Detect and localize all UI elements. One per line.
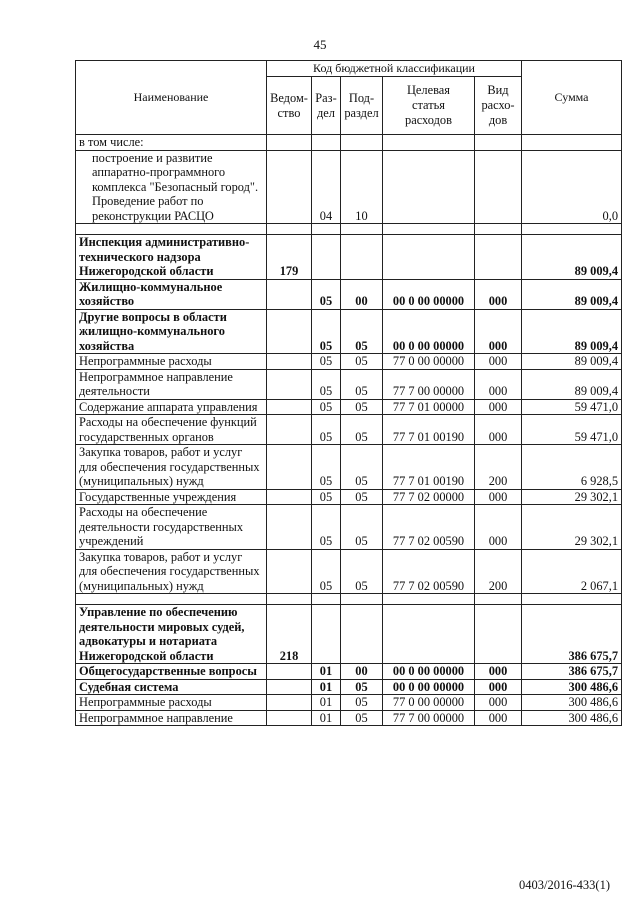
row-celevaya: 00 0 00 00000 bbox=[383, 309, 475, 354]
row-name: Государственные учреждения bbox=[76, 489, 267, 505]
row-celevaya: 77 7 00 00000 bbox=[383, 369, 475, 399]
spacer-row bbox=[76, 224, 622, 235]
row-podrazdel: 05 bbox=[341, 354, 383, 370]
table-row bbox=[76, 369, 622, 399]
row-podrazdel: 05 bbox=[341, 710, 383, 726]
table-row bbox=[76, 235, 622, 280]
row-razdel: 05 bbox=[312, 354, 341, 370]
row-vedomstvo bbox=[267, 445, 312, 490]
row-razdel: 05 bbox=[312, 445, 341, 490]
row-vid: 000 bbox=[475, 354, 522, 370]
table-row bbox=[76, 309, 622, 354]
table-row bbox=[76, 505, 622, 550]
header-vedomstvo-line1: Ведом- bbox=[270, 90, 308, 105]
spacer-cell bbox=[76, 224, 267, 235]
row-name: Закупка товаров, работ и услуг для обеспечения государственных (муниципальных) нужд bbox=[76, 549, 267, 594]
header-code-group: Код бюджетной классификации bbox=[267, 61, 522, 77]
row-vedomstvo: 179 bbox=[267, 235, 312, 280]
row-vedomstvo bbox=[267, 150, 312, 224]
header-celevaya-line2: статья bbox=[411, 98, 445, 112]
row-name: Инспекция административно-технического надзора Нижегородской области bbox=[76, 235, 267, 280]
header-podrazdel-line1: Под- bbox=[348, 90, 375, 105]
row-vid: 000 bbox=[475, 279, 522, 309]
row-razdel bbox=[312, 135, 341, 151]
row-name: построение и развитие аппаратно-программного комплекса "Безопасный город". Проведение работ по реконструкции РАСЦО bbox=[76, 150, 267, 224]
row-celevaya: 77 0 00 00000 bbox=[383, 695, 475, 711]
row-sum: 89 009,4 bbox=[522, 279, 622, 309]
row-celevaya: 77 7 01 00190 bbox=[383, 445, 475, 490]
row-podrazdel: 05 bbox=[341, 505, 383, 550]
row-razdel: 01 bbox=[312, 679, 341, 695]
row-name: Жилищно-коммунальное хозяйство bbox=[76, 279, 267, 309]
header-sum: Сумма bbox=[522, 61, 622, 135]
spacer-cell bbox=[383, 594, 475, 605]
spacer-cell bbox=[522, 594, 622, 605]
row-vid: 000 bbox=[475, 664, 522, 680]
header-razdel-line2: дел bbox=[317, 105, 335, 120]
row-razdel: 01 bbox=[312, 710, 341, 726]
table-row bbox=[76, 679, 622, 695]
row-podrazdel: 05 bbox=[341, 679, 383, 695]
row-razdel: 04 bbox=[312, 150, 341, 224]
row-razdel: 05 bbox=[312, 399, 341, 415]
row-razdel: 05 bbox=[312, 549, 341, 594]
row-podrazdel: 00 bbox=[341, 664, 383, 680]
row-razdel: 05 bbox=[312, 489, 341, 505]
row-sum: 0,0 bbox=[522, 150, 622, 224]
row-vedomstvo bbox=[267, 549, 312, 594]
row-vedomstvo bbox=[267, 399, 312, 415]
header-podrazdel bbox=[341, 77, 383, 135]
row-vedomstvo bbox=[267, 309, 312, 354]
spacer-cell bbox=[341, 224, 383, 235]
header-vedomstvo-line2: ство bbox=[277, 105, 301, 120]
row-podrazdel: 05 bbox=[341, 489, 383, 505]
row-vedomstvo bbox=[267, 710, 312, 726]
table-row bbox=[76, 695, 622, 711]
table-row bbox=[76, 150, 622, 224]
row-sum: 59 471,0 bbox=[522, 415, 622, 445]
row-sum: 59 471,0 bbox=[522, 399, 622, 415]
row-vedomstvo bbox=[267, 695, 312, 711]
row-sum: 300 486,6 bbox=[522, 679, 622, 695]
row-vid: 000 bbox=[475, 399, 522, 415]
row-name: Расходы на обеспечение функций государственных органов bbox=[76, 415, 267, 445]
row-razdel: 05 bbox=[312, 279, 341, 309]
row-vid bbox=[475, 150, 522, 224]
row-celevaya: 77 7 00 00000 bbox=[383, 710, 475, 726]
row-celevaya bbox=[383, 605, 475, 664]
header-razdel bbox=[312, 77, 341, 135]
row-name: в том числе: bbox=[76, 135, 267, 151]
row-vedomstvo bbox=[267, 279, 312, 309]
row-podrazdel: 05 bbox=[341, 695, 383, 711]
row-name: Судебная система bbox=[76, 679, 267, 695]
header-celevaya-line3: расходов bbox=[405, 113, 452, 127]
header-razdel-line1: Раз- bbox=[315, 90, 337, 105]
row-vedomstvo bbox=[267, 489, 312, 505]
row-sum: 2 067,1 bbox=[522, 549, 622, 594]
spacer-cell bbox=[383, 224, 475, 235]
spacer-cell bbox=[312, 594, 341, 605]
document-code: 0403/2016-433(1) bbox=[519, 878, 610, 892]
row-vid: 200 bbox=[475, 445, 522, 490]
row-vid: 000 bbox=[475, 695, 522, 711]
row-razdel bbox=[312, 605, 341, 664]
row-podrazdel: 05 bbox=[341, 399, 383, 415]
table-row bbox=[76, 354, 622, 370]
row-celevaya: 77 0 00 00000 bbox=[383, 354, 475, 370]
table-row bbox=[76, 279, 622, 309]
row-sum: 386 675,7 bbox=[522, 664, 622, 680]
row-celevaya bbox=[383, 135, 475, 151]
row-celevaya bbox=[383, 235, 475, 280]
row-vid: 000 bbox=[475, 505, 522, 550]
row-razdel bbox=[312, 235, 341, 280]
row-vedomstvo bbox=[267, 354, 312, 370]
row-vedomstvo bbox=[267, 664, 312, 680]
row-name: Непрограммное направление деятельности bbox=[76, 369, 267, 399]
header-vid bbox=[475, 77, 522, 135]
budget-table bbox=[75, 60, 622, 726]
row-name: Содержание аппарата управления bbox=[76, 399, 267, 415]
table-row bbox=[76, 415, 622, 445]
table-row bbox=[76, 605, 622, 664]
row-celevaya bbox=[383, 150, 475, 224]
row-sum: 89 009,4 bbox=[522, 354, 622, 370]
row-vedomstvo: 218 bbox=[267, 605, 312, 664]
spacer-cell bbox=[475, 594, 522, 605]
row-podrazdel bbox=[341, 135, 383, 151]
header-vid-line1: Вид bbox=[487, 83, 509, 97]
header-vid-line2: расхо- bbox=[481, 98, 515, 112]
row-vedomstvo bbox=[267, 679, 312, 695]
row-name: Другие вопросы в области жилищно-коммунального хозяйства bbox=[76, 309, 267, 354]
row-vedomstvo bbox=[267, 415, 312, 445]
row-name: Непрограммные расходы bbox=[76, 354, 267, 370]
spacer-row bbox=[76, 594, 622, 605]
row-vedomstvo bbox=[267, 135, 312, 151]
row-name: Закупка товаров, работ и услуг для обеспечения государственных (муниципальных) нужд bbox=[76, 445, 267, 490]
header-vedomstvo bbox=[267, 77, 312, 135]
row-vid bbox=[475, 235, 522, 280]
row-vid: 200 bbox=[475, 549, 522, 594]
row-sum: 29 302,1 bbox=[522, 489, 622, 505]
row-podrazdel bbox=[341, 605, 383, 664]
row-name: Управление по обеспечению деятельности мировых судей, адвокатуры и нотариата Нижегородской области bbox=[76, 605, 267, 664]
spacer-cell bbox=[267, 594, 312, 605]
table-row bbox=[76, 549, 622, 594]
row-vid: 000 bbox=[475, 309, 522, 354]
table-row bbox=[76, 489, 622, 505]
header-name: Наименование bbox=[76, 61, 267, 135]
row-sum bbox=[522, 135, 622, 151]
header-celevaya-line1: Целевая bbox=[406, 83, 451, 97]
row-celevaya: 00 0 00 00000 bbox=[383, 664, 475, 680]
row-razdel: 01 bbox=[312, 664, 341, 680]
spacer-cell bbox=[76, 594, 267, 605]
table-body bbox=[76, 135, 622, 726]
row-razdel: 05 bbox=[312, 369, 341, 399]
row-sum: 386 675,7 bbox=[522, 605, 622, 664]
row-sum: 89 009,4 bbox=[522, 309, 622, 354]
row-name: Непрограммные расходы bbox=[76, 695, 267, 711]
row-podrazdel: 05 bbox=[341, 445, 383, 490]
header-celevaya bbox=[383, 77, 475, 135]
row-celevaya: 77 7 02 00590 bbox=[383, 549, 475, 594]
row-name: Непрограммное направление bbox=[76, 710, 267, 726]
row-vid: 000 bbox=[475, 710, 522, 726]
row-vid bbox=[475, 135, 522, 151]
row-podrazdel: 00 bbox=[341, 279, 383, 309]
row-vid: 000 bbox=[475, 369, 522, 399]
row-podrazdel bbox=[341, 235, 383, 280]
row-name: Расходы на обеспечение деятельности государственных учреждений bbox=[76, 505, 267, 550]
row-celevaya: 00 0 00 00000 bbox=[383, 279, 475, 309]
row-podrazdel: 10 bbox=[341, 150, 383, 224]
row-razdel: 01 bbox=[312, 695, 341, 711]
table-row bbox=[76, 664, 622, 680]
table-row bbox=[76, 399, 622, 415]
spacer-cell bbox=[267, 224, 312, 235]
row-sum: 89 009,4 bbox=[522, 235, 622, 280]
row-vid: 000 bbox=[475, 679, 522, 695]
header-podrazdel-line2: раздел bbox=[344, 105, 379, 120]
row-celevaya: 77 7 01 00000 bbox=[383, 399, 475, 415]
row-vid bbox=[475, 605, 522, 664]
row-sum: 89 009,4 bbox=[522, 369, 622, 399]
row-sum: 29 302,1 bbox=[522, 505, 622, 550]
table-header bbox=[76, 61, 622, 135]
table-row bbox=[76, 445, 622, 490]
row-podrazdel: 05 bbox=[341, 549, 383, 594]
row-celevaya: 77 7 01 00190 bbox=[383, 415, 475, 445]
row-podrazdel: 05 bbox=[341, 309, 383, 354]
row-vid: 000 bbox=[475, 415, 522, 445]
spacer-cell bbox=[475, 224, 522, 235]
header-vid-line3: дов bbox=[488, 113, 508, 127]
row-razdel: 05 bbox=[312, 309, 341, 354]
row-celevaya: 77 7 02 00590 bbox=[383, 505, 475, 550]
spacer-cell bbox=[312, 224, 341, 235]
row-celevaya: 00 0 00 00000 bbox=[383, 679, 475, 695]
table-row bbox=[76, 135, 622, 151]
table-row bbox=[76, 710, 622, 726]
row-vedomstvo bbox=[267, 505, 312, 550]
page-number: 45 bbox=[313, 37, 327, 52]
row-celevaya: 77 7 02 00000 bbox=[383, 489, 475, 505]
row-name: Общегосударственные вопросы bbox=[76, 664, 267, 680]
row-sum: 300 486,6 bbox=[522, 695, 622, 711]
spacer-cell bbox=[341, 594, 383, 605]
row-podrazdel: 05 bbox=[341, 415, 383, 445]
row-razdel: 05 bbox=[312, 505, 341, 550]
row-sum: 6 928,5 bbox=[522, 445, 622, 490]
row-vedomstvo bbox=[267, 369, 312, 399]
row-sum: 300 486,6 bbox=[522, 710, 622, 726]
spacer-cell bbox=[522, 224, 622, 235]
row-razdel: 05 bbox=[312, 415, 341, 445]
row-vid: 000 bbox=[475, 489, 522, 505]
row-podrazdel: 05 bbox=[341, 369, 383, 399]
